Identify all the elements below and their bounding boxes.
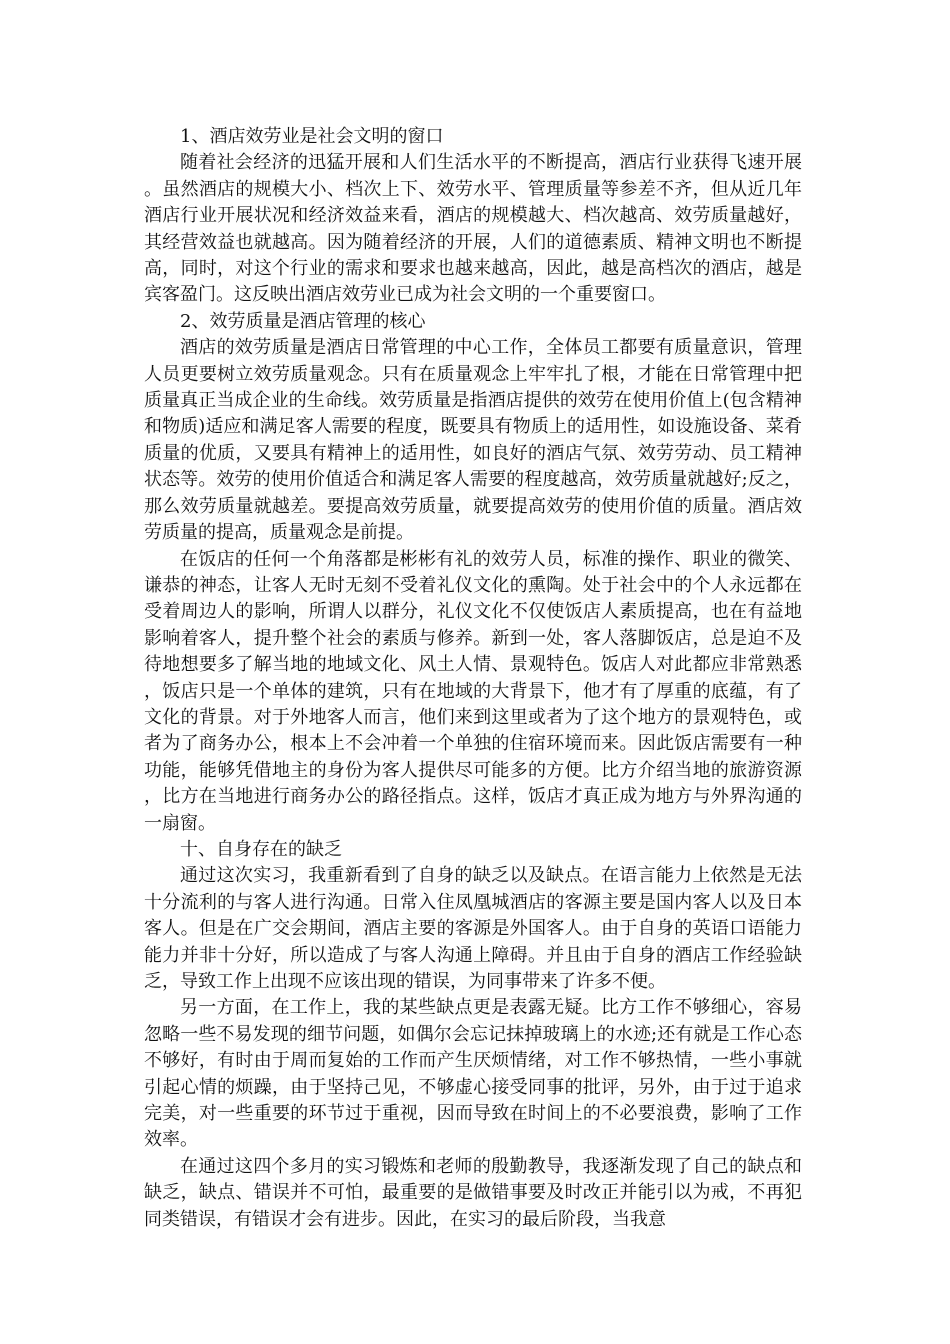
paragraph: 另一方面，在工作上，我的某些缺点更是表露无疑。比方工作不够细心，容易忽略一些不易发现的细节问题，如偶尔会忘记抹掉玻璃上的水迹;还有就是工作心态不够好，有时由于周而复始的工作而产生厌烦情绪，对工作不够热情，一些小事就引起心情的烦躁，由于坚持己见，不够虚心接受同事的批评，另外，由于过于追求完美，对一些重要的环节过于重视，因而导致在时间上的不必要浪费，影响了工作效率。: [144, 997, 802, 1151]
section-heading: 十、自身存在的缺乏: [180, 838, 342, 860]
paragraph: 在通过这四个多月的实习锻炼和老师的殷勤教导，我逐渐发现了自己的缺点和缺乏，缺点、错误并不可怕，最重要的是做错事要及时改正并能引以为戒，不再犯同类错误，有错误才会有进步。因此，在实习的最后阶段，当我意: [144, 1155, 802, 1230]
section-heading: 2、效劳质量是酒店管理的核心: [180, 310, 426, 332]
paragraph: 通过这次实习，我重新看到了自身的缺乏以及缺点。在语言能力上依然是无法十分流利的与客人进行沟通。日常入住凤凰城酒店的客源主要是国内客人以及日本客人。但是在广交会期间，酒店主要的客源是外国客人。由于自身的英语口语能力能力并非十分好，所以造成了与客人沟通上障碍。并且由于自身的酒店工作经验缺乏，导致工作上出现不应该出现的错误，为同事带来了许多不便。: [144, 865, 802, 992]
section-heading: 1、酒店效劳业是社会文明的窗口: [180, 126, 444, 147]
document-body: [144, 124, 802, 1233]
paragraph: 在饭店的任何一个角落都是彬彬有礼的效劳人员，标准的操作、职业的微笑、谦恭的神态，让客人无时无刻不受着礼仪文化的熏陶。处于社会中的个人永远都在受着周边人的影响，所谓人以群分，礼仪文化不仅使饭店人素质提高，也在有益地影响着客人，提升整个社会的素质与修养。新到一处，客人落脚饭店，总是迫不及待地想要多了解当地的地域文化、风土人情、景观特色。饭店人对此都应非常熟悉，饭店只是一个单体的建筑，只有在地域的大背景下，他才有了厚重的底蕴，有了文化的背景。对于外地客人而言，他们来到这里或者为了这个地方的景观特色，或者为了商务办公，根本上不会冲着一个单独的住宿环境而来。因此饭店需要有一种功能，能够凭借地主的身份为客人提供尽可能多的方便。比方介绍当地的旅游资源，比方在当地进行商务办公的路径指点。这样，饭店才真正成为地方与外界沟通的一扇窗。: [144, 548, 802, 834]
paragraph: 酒店的效劳质量是酒店日常管理的中心工作，全体员工都要有质量意识，管理人员更要树立效劳质量观念。只有在质量观念上牢牢扎了根，才能在日常管理中把质量真正当成企业的生命线。效劳质量是指酒店提供的效劳在使用价值上(包含精神和物质)适应和满足客人需要的程度，既要具有物质上的适用性，如设施设备、菜肴质量的优质，又要具有精神上的适用性，如良好的酒店气氛、效劳劳动、员工精神状态等。效劳的使用价值适合和满足客人需要的程度越高，效劳质量就越好;反之，那么效劳质量就越差。要提高效劳质量，就要提高效劳的使用价值的质量。酒店效劳质量的提高，质量观念是前提。: [144, 337, 802, 544]
paragraph: 随着社会经济的迅猛开展和人们生活水平的不断提高，酒店行业获得飞速开展。虽然酒店的规模大小、档次上下、效劳水平、管理质量等参差不齐，但从近几年酒店行业开展状况和经济效益来看，酒店的规模越大、档次越高、效劳质量越好，其经营效益也就越高。因为随着经济的开展，人们的道德素质、精神文明也不断提高，同时，对这个行业的需求和要求也越来越高，因此，越是高档次的酒店，越是宾客盈门。这反映出酒店效劳业已成为社会文明的一个重要窗口。: [144, 152, 802, 306]
